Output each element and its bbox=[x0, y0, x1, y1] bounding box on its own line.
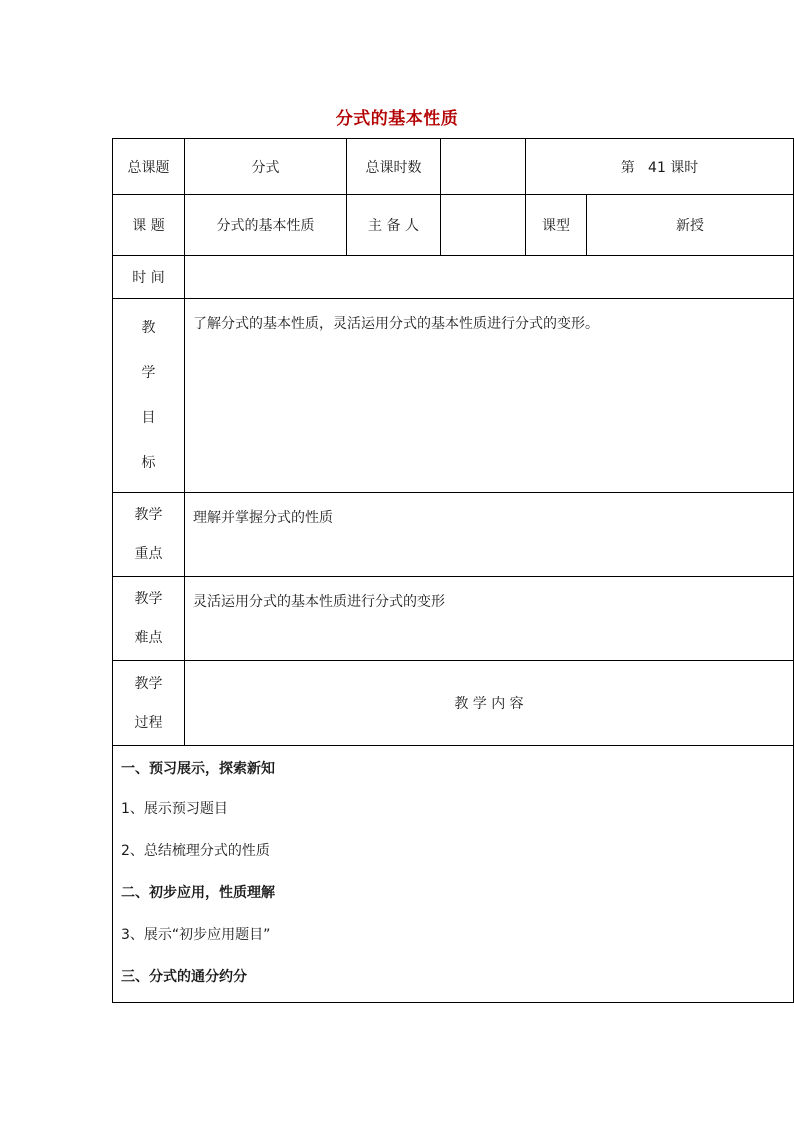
section-item: 1、展示预习题目 bbox=[121, 801, 228, 817]
section-heading: 二、初步应用，性质理解 bbox=[121, 885, 275, 901]
topic-value: 分式的基本性质 bbox=[185, 195, 347, 256]
objectives-label-char: 标 bbox=[141, 455, 156, 471]
process-label-line: 教学 bbox=[134, 675, 163, 692]
total-hours-label: 总课时数 bbox=[347, 139, 441, 195]
key-points-label-line: 教学 bbox=[134, 507, 163, 523]
document-title: 分式的基本性质 bbox=[335, 109, 459, 129]
lesson-number: 第 41 课时 bbox=[526, 139, 794, 195]
process-label-line: 过程 bbox=[134, 714, 163, 731]
section-heading: 三、分式的通分约分 bbox=[121, 969, 247, 985]
sections-cell bbox=[113, 746, 794, 1003]
difficulties-label bbox=[113, 577, 185, 661]
topic-label: 课 题 bbox=[113, 195, 185, 256]
difficulties-text: 灵活运用分式的基本性质进行分式的变形 bbox=[185, 577, 794, 661]
process-label bbox=[113, 661, 185, 746]
objectives-text: 了解分式的基本性质，灵活运用分式的基本性质进行分式的变形。 bbox=[185, 299, 794, 493]
difficulties-label-line: 难点 bbox=[134, 630, 163, 646]
objectives-label-char: 目 bbox=[141, 410, 156, 426]
process-row bbox=[113, 661, 794, 746]
sections-row bbox=[113, 746, 794, 1003]
key-points-text: 理解并掌握分式的性质 bbox=[185, 493, 794, 577]
difficulties-row bbox=[113, 577, 794, 661]
key-points-label bbox=[113, 493, 185, 577]
type-value: 新授 bbox=[587, 195, 794, 256]
key-points-label-line: 重点 bbox=[134, 546, 163, 562]
total-topic-value: 分式 bbox=[185, 139, 347, 195]
section-item: 3、展示“初步应用题目” bbox=[121, 927, 271, 943]
preparer-value bbox=[441, 195, 526, 256]
preparer-label: 主 备 人 bbox=[347, 195, 441, 256]
objectives-label-char: 教 bbox=[141, 320, 156, 336]
header-row-2 bbox=[113, 195, 794, 256]
time-row bbox=[113, 256, 794, 299]
total-topic-label: 总课题 bbox=[113, 139, 185, 195]
section-item: 2、总结梳理分式的性质 bbox=[121, 843, 270, 859]
header-row-1 bbox=[113, 139, 794, 195]
total-hours-value bbox=[441, 139, 526, 195]
difficulties-label-line: 教学 bbox=[134, 591, 163, 607]
time-label: 时 间 bbox=[113, 256, 185, 299]
section-heading: 一、预习展示，探索新知 bbox=[121, 761, 275, 777]
time-value bbox=[185, 256, 794, 299]
objectives-label-char: 学 bbox=[141, 365, 156, 381]
key-points-row bbox=[113, 493, 794, 577]
objectives-label bbox=[113, 299, 185, 493]
process-content-header: 教 学 内 容 bbox=[185, 661, 794, 746]
objectives-row bbox=[113, 299, 794, 493]
lesson-plan-table bbox=[112, 138, 794, 1003]
type-label: 课型 bbox=[526, 195, 587, 256]
